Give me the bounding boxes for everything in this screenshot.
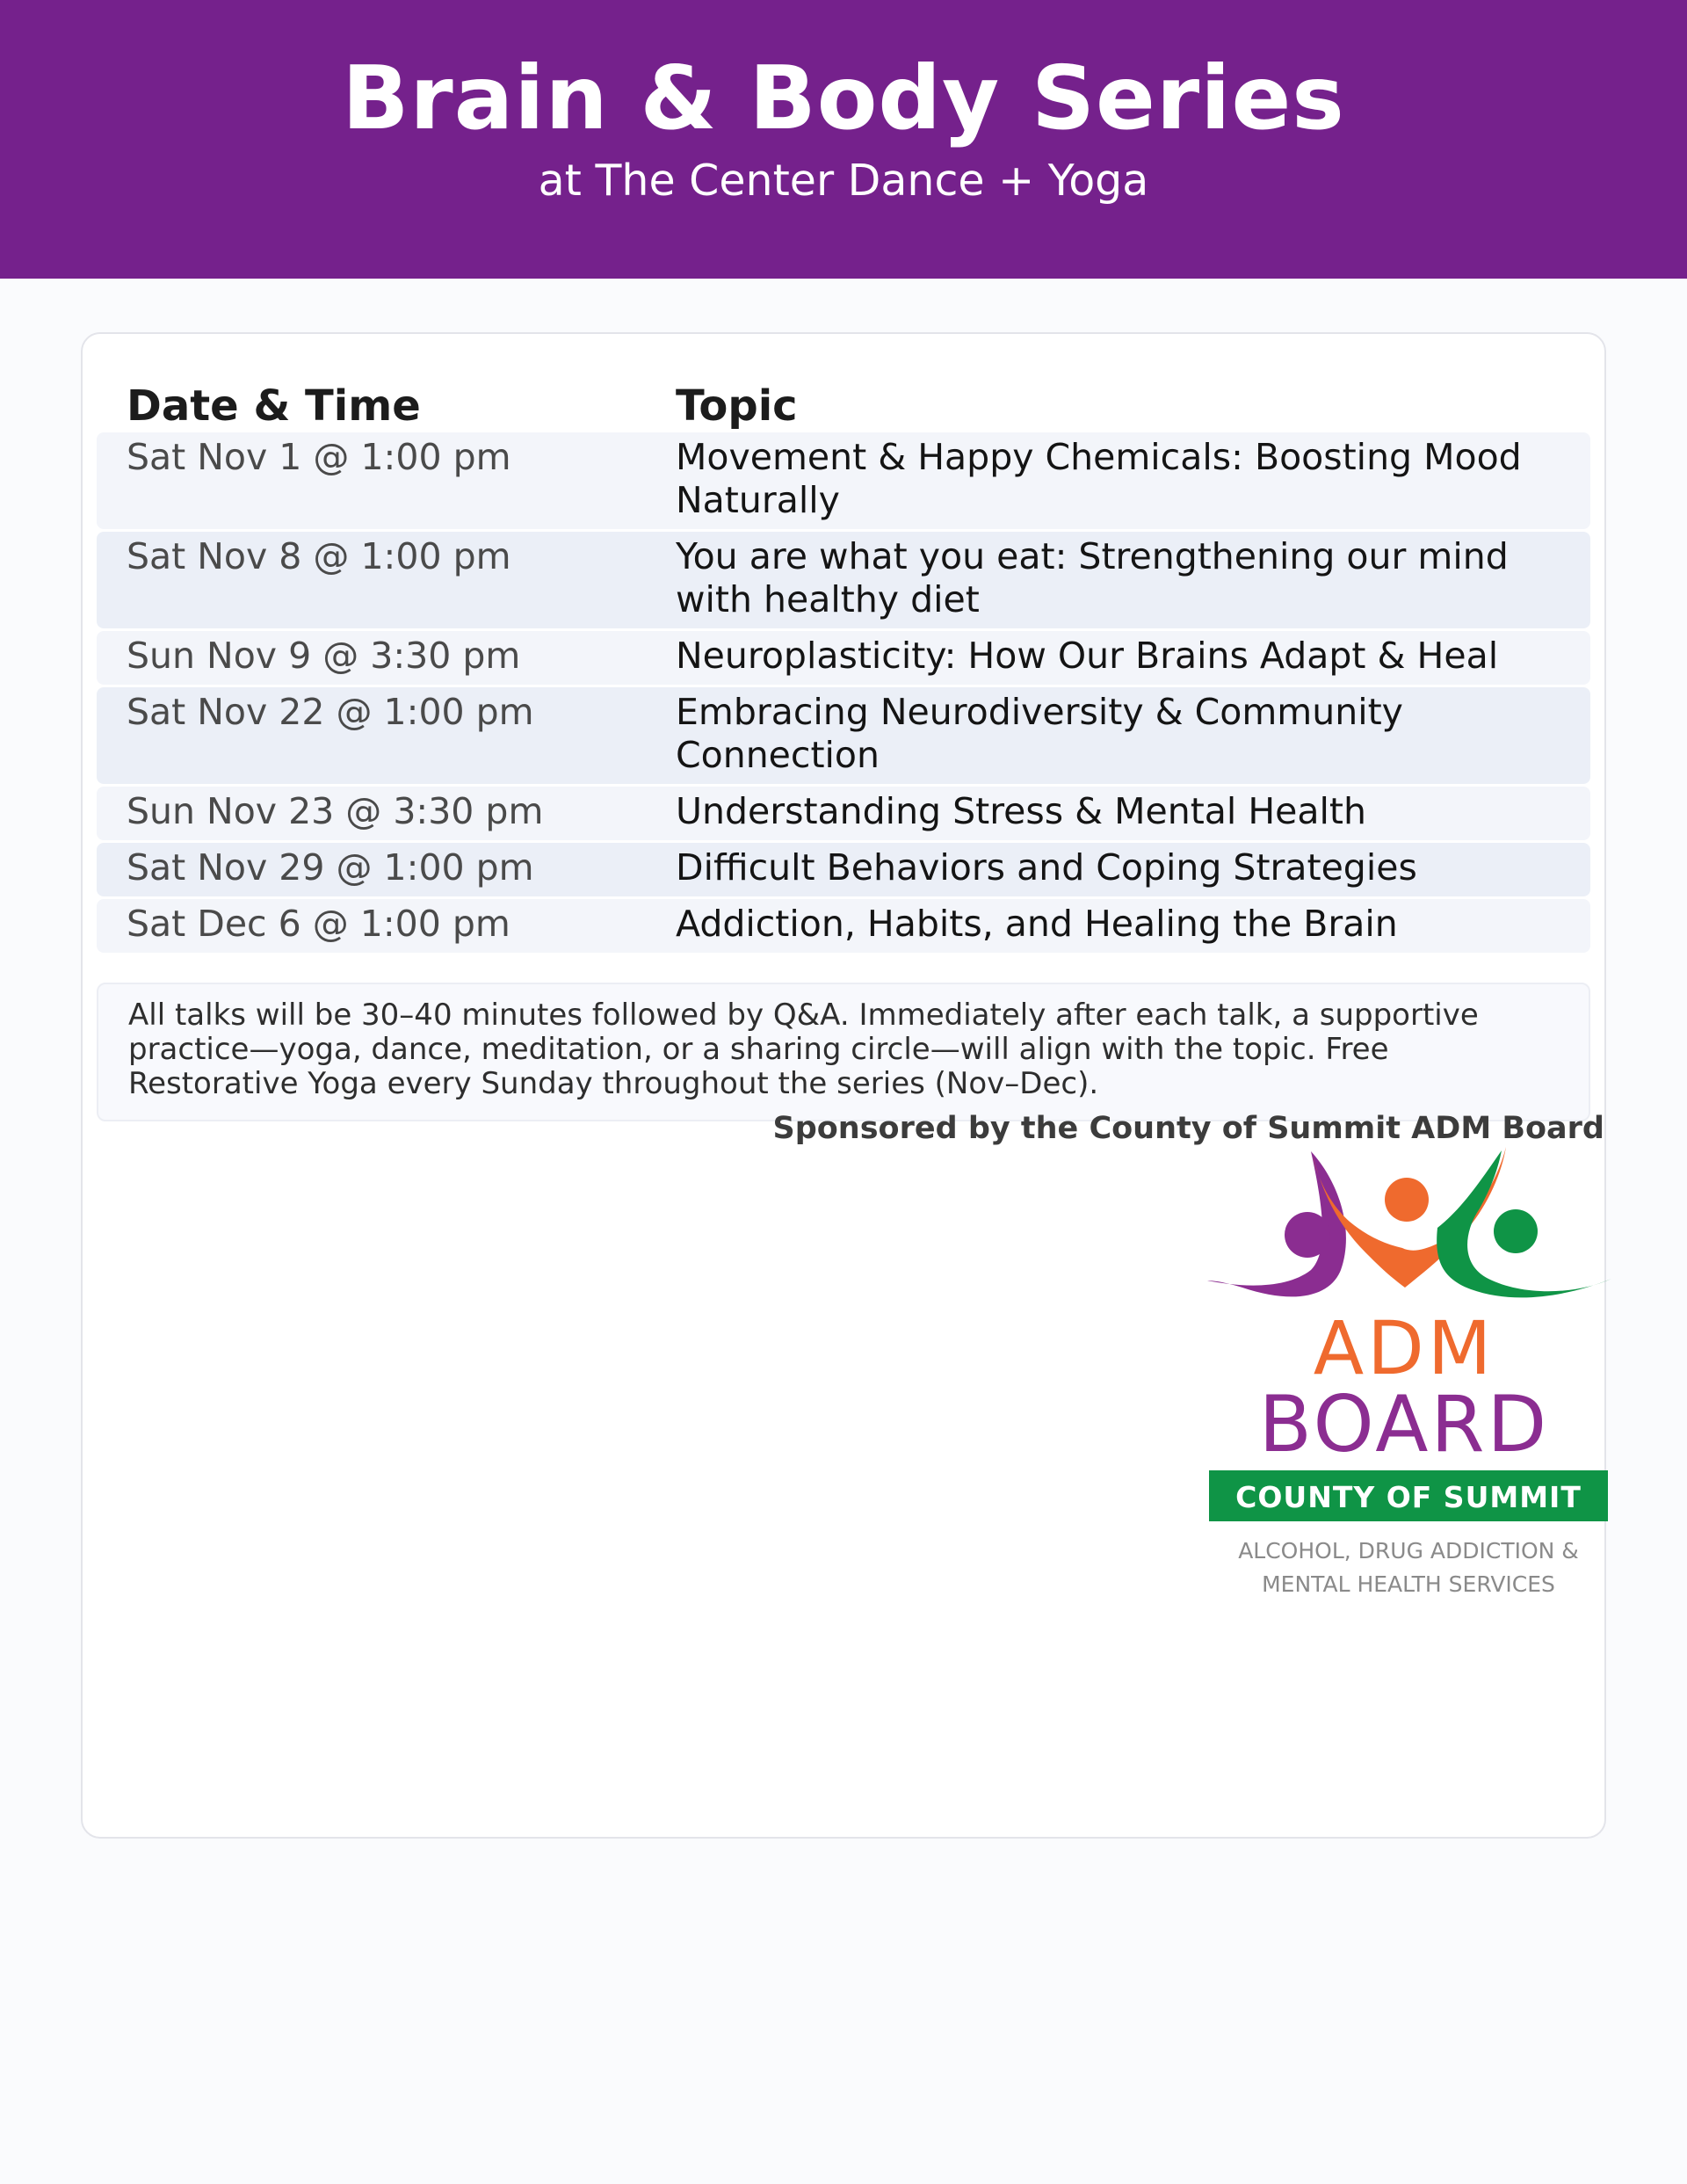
row-date: Sat Nov 8 @ 1:00 pm xyxy=(127,535,511,577)
table-row xyxy=(97,899,1590,953)
row-date: Sat Nov 29 @ 1:00 pm xyxy=(127,846,534,889)
schedule-table xyxy=(97,432,1590,953)
row-topic: Addiction, Habits, and Healing the Brain xyxy=(676,903,1398,945)
logo-purple-head xyxy=(1285,1212,1330,1258)
row-topic: Movement & Happy Chemicals: Boosting Mood Naturally xyxy=(676,436,1522,521)
row-topic: Embracing Neurodiversity & Community Connection xyxy=(676,691,1403,776)
sponsor-line: Sponsored by the County of Summit ADM Board xyxy=(772,1111,1604,1146)
table-row xyxy=(97,843,1590,896)
row-date: Sat Nov 22 @ 1:00 pm xyxy=(127,691,534,733)
row-topic: Difficult Behaviors and Coping Strategies xyxy=(676,846,1417,889)
page-title: Brain & Body Series xyxy=(342,47,1345,149)
logo-orange-head xyxy=(1385,1178,1429,1222)
series-note: All talks will be 30–40 minutes followed by Q&A. Immediately after each talk, a supportive practice—yoga, dance, meditation, or a sharing circle—will align with the topic. Free Restorative Yoga every Sunday throughout the series (Nov–Dec). xyxy=(97,983,1590,1121)
table-row xyxy=(97,787,1590,840)
page-subtitle: at The Center Dance + Yoga xyxy=(538,156,1149,206)
logo-board-text: BOARD xyxy=(1258,1379,1550,1469)
row-date: Sat Dec 6 @ 1:00 pm xyxy=(127,903,510,945)
table-row xyxy=(97,687,1590,784)
header-banner xyxy=(0,0,1687,279)
logo-county-text: COUNTY OF SUMMIT xyxy=(1235,1480,1582,1514)
row-topic: You are what you eat: Strengthening our mind with healthy diet xyxy=(676,535,1509,620)
logo-green-head xyxy=(1494,1209,1538,1253)
adm-board-logo xyxy=(1207,1147,1611,1604)
table-row xyxy=(97,631,1590,685)
table-row xyxy=(97,532,1590,628)
logo-tagline-1: ALCOHOL, DRUG ADDICTION & xyxy=(1238,1538,1579,1564)
logo-adm-text: ADM xyxy=(1313,1305,1495,1391)
schedule-card xyxy=(81,332,1606,1839)
table-row xyxy=(97,432,1590,529)
logo-tagline-2: MENTAL HEALTH SERVICES xyxy=(1262,1571,1555,1597)
row-date: Sun Nov 23 @ 3:30 pm xyxy=(127,790,544,832)
column-header-topic: Topic xyxy=(676,381,798,431)
row-topic: Understanding Stress & Mental Health xyxy=(676,790,1366,832)
row-date: Sat Nov 1 @ 1:00 pm xyxy=(127,436,511,478)
row-date: Sun Nov 9 @ 3:30 pm xyxy=(127,635,521,677)
column-header-date: Date & Time xyxy=(127,381,421,431)
row-topic: Neuroplasticity: How Our Brains Adapt & Heal xyxy=(676,635,1499,677)
